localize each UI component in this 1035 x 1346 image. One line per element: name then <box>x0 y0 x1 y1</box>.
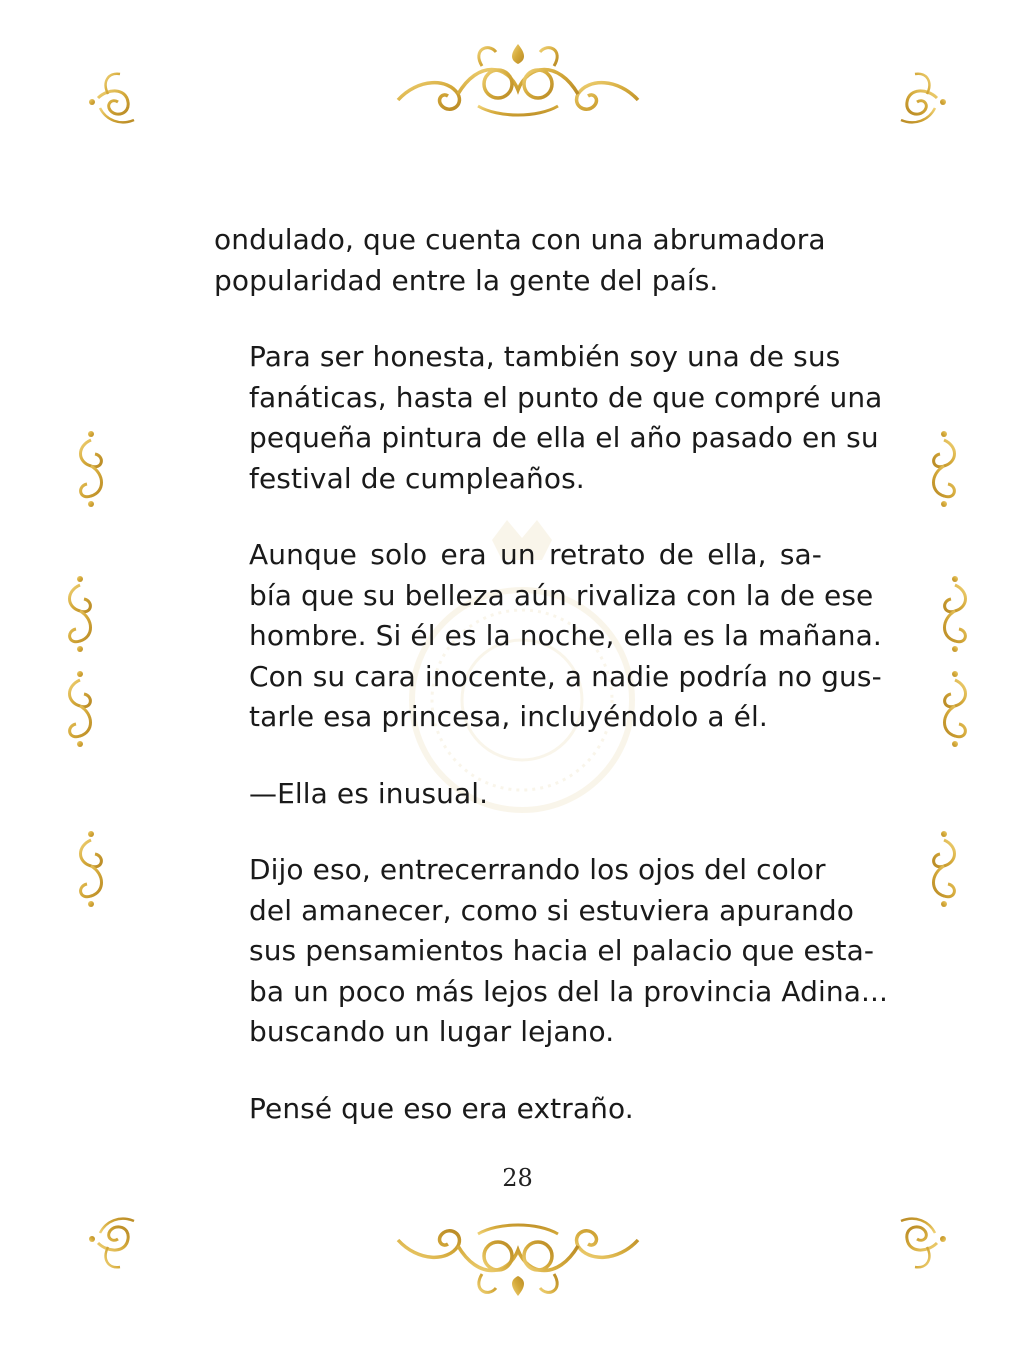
text-line: pequeña pintura de ella el año pasado en su <box>249 421 879 454</box>
text-line: bía que su belleza aún rivaliza con la de ese <box>249 578 874 612</box>
text-line: tarle esa princesa, incluyéndolo a él. <box>249 700 768 733</box>
page-number: 28 <box>502 1164 533 1192</box>
text-line: festival de cumpleaños. <box>249 461 585 495</box>
text-line: Dijo eso, entrecerrando los ojos del color <box>249 853 826 886</box>
paragraph <box>214 337 883 499</box>
paragraph <box>214 220 826 301</box>
paragraph <box>214 535 882 738</box>
text-line: ba un poco más lejos del la provincia Adina... <box>249 974 888 1008</box>
paragraph <box>214 1089 822 1130</box>
text-line: fanáticas, hasta el punto de que compré una <box>249 380 883 414</box>
page-text <box>214 220 888 1165</box>
paragraph <box>214 850 888 1053</box>
text-line: —Ella es inusual. <box>249 776 489 810</box>
text-line: buscando un lugar lejano. <box>249 1015 615 1048</box>
text-line: Con su cara inocente, a nadie podría no gus- <box>249 659 882 693</box>
text-line: ondulado, que cuenta con una abrumadora <box>214 223 826 256</box>
text-line: popularidad entre la gente del país. <box>214 263 719 297</box>
text-line: Aunque solo era un retrato de ella, sa- <box>249 538 822 571</box>
text-line: sus pensamientos hacia el palacio que esta- <box>249 934 875 967</box>
top-center-ornament <box>398 44 638 115</box>
text-line: Pensé que eso era extraño. <box>249 1091 634 1125</box>
text-line: hombre. Si él es la noche, ella es la mañana. <box>249 619 882 652</box>
text-line: del amanecer, como si estuviera apurando <box>249 893 854 927</box>
text-line: Para ser honesta, también soy una de sus <box>249 340 841 373</box>
paragraph <box>214 774 822 815</box>
